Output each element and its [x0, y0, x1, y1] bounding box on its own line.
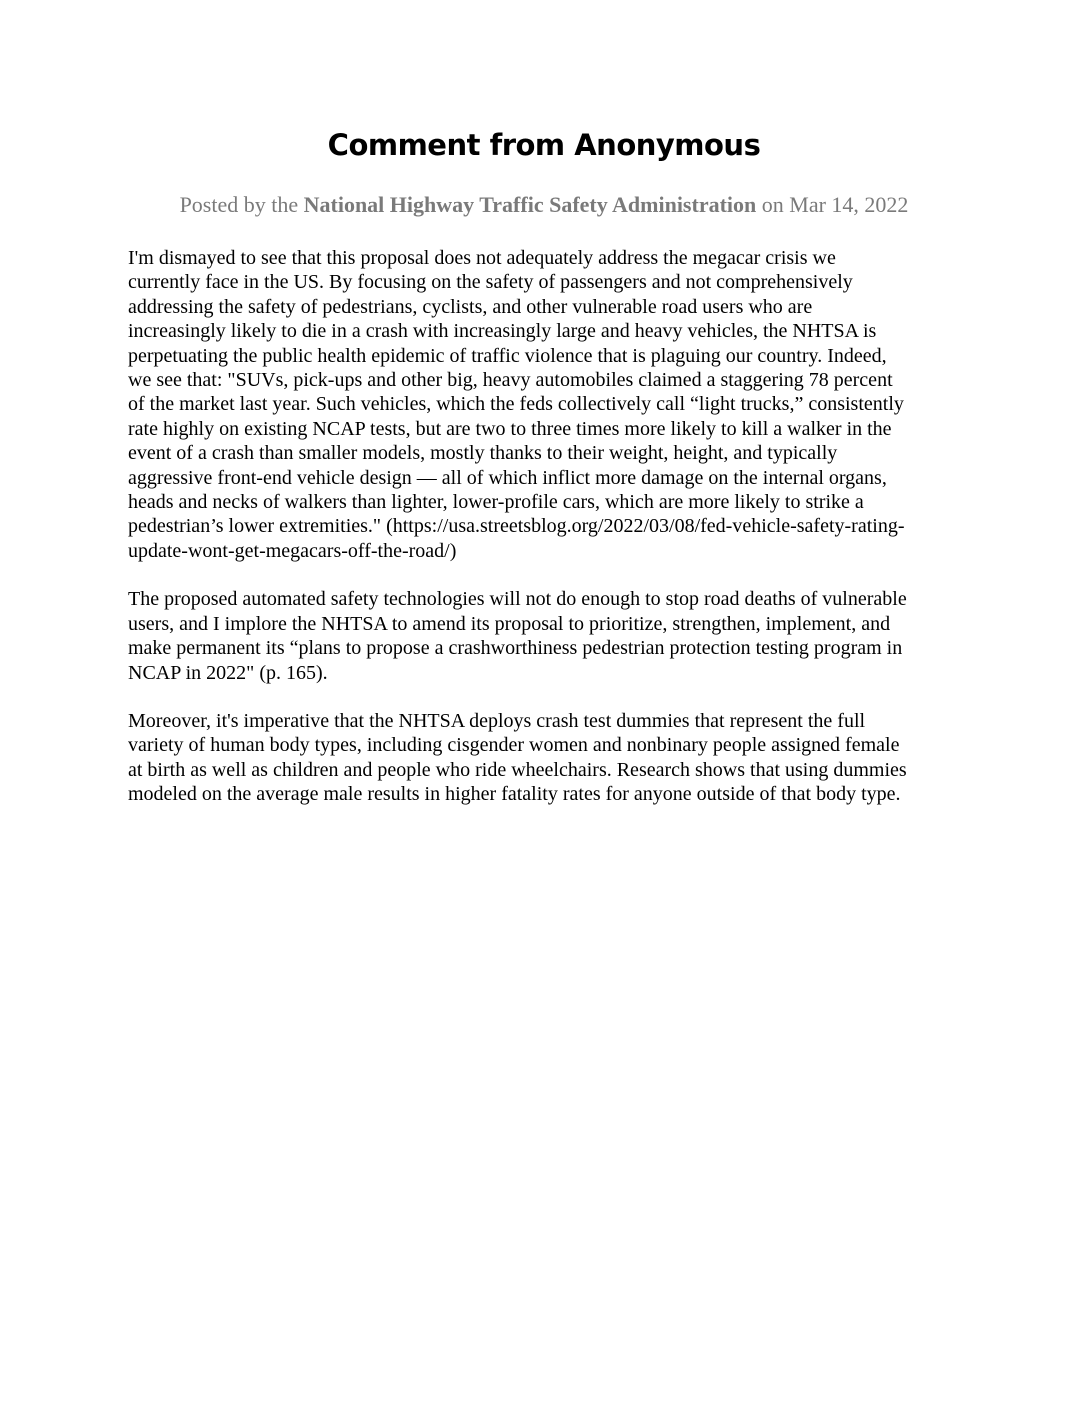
- comment-paragraph-2: The proposed automated safety technologies will not do enough to stop road deaths of vulnerable users, and I implore the NHTSA to amend its proposal to prioritize, strengthen, implement, and make permanent its “plans to propose a crashworthiness pedestrian protection testing program in NCAP in 2022" (p. 165).: [128, 588, 907, 684]
- posted-by-line: [0, 192, 1088, 218]
- posted-prefix: Posted by the: [179, 192, 299, 217]
- comment-paragraph-3: Moreover, it's imperative that the NHTSA deploys crash test dummies that represent the full variety of human body types, including cisgender women and nonbinary people assigned female at birth as well as children and people who ride wheelchairs. Research shows that using dummies modeled on the average male results in higher fatality rates for anyone outside of that body type.: [128, 709, 907, 806]
- comment-body: [128, 246, 968, 831]
- posted-date: on Mar 14, 2022: [761, 192, 909, 217]
- posting-agency: National Highway Traffic Safety Administration: [303, 192, 757, 217]
- page-title: Comment from Anonymous: [327, 128, 761, 162]
- comment-paragraph-1: I'm dismayed to see that this proposal does not adequately address the megacar crisis we currently face in the US. By focusing on the safety of passengers and not comprehensively addressing the safety of pedestrians, cyclists, and other vulnerable road users who are increasingly likely to die in a crash with increasingly large and heavy vehicles, the NHTSA is perpetuating the public health epidemic of traffic violence that is plaguing our country. Indeed, we see that: "SUVs, pick-ups and other big, heavy automobiles claimed a staggering 78 percent of the market last year. Such vehicles, which the feds collectively call “light trucks,” consistently rate highly on existing NCAP tests, but are two to three times more likely to kill a walker in the event of a crash than smaller models, mostly thanks to their weight, height, and typically aggressive front-end vehicle design — all of which inflict more damage on the internal organs, heads and necks of walkers than lighter, lower-profile cars, which are more likely to strike a pedestrian’s lower extremities." (https://usa.streetsblog.org/2022/03/08/fed-vehicle-safety-rating- update-wont-get-megacars-off-the-road/): [128, 247, 905, 562]
